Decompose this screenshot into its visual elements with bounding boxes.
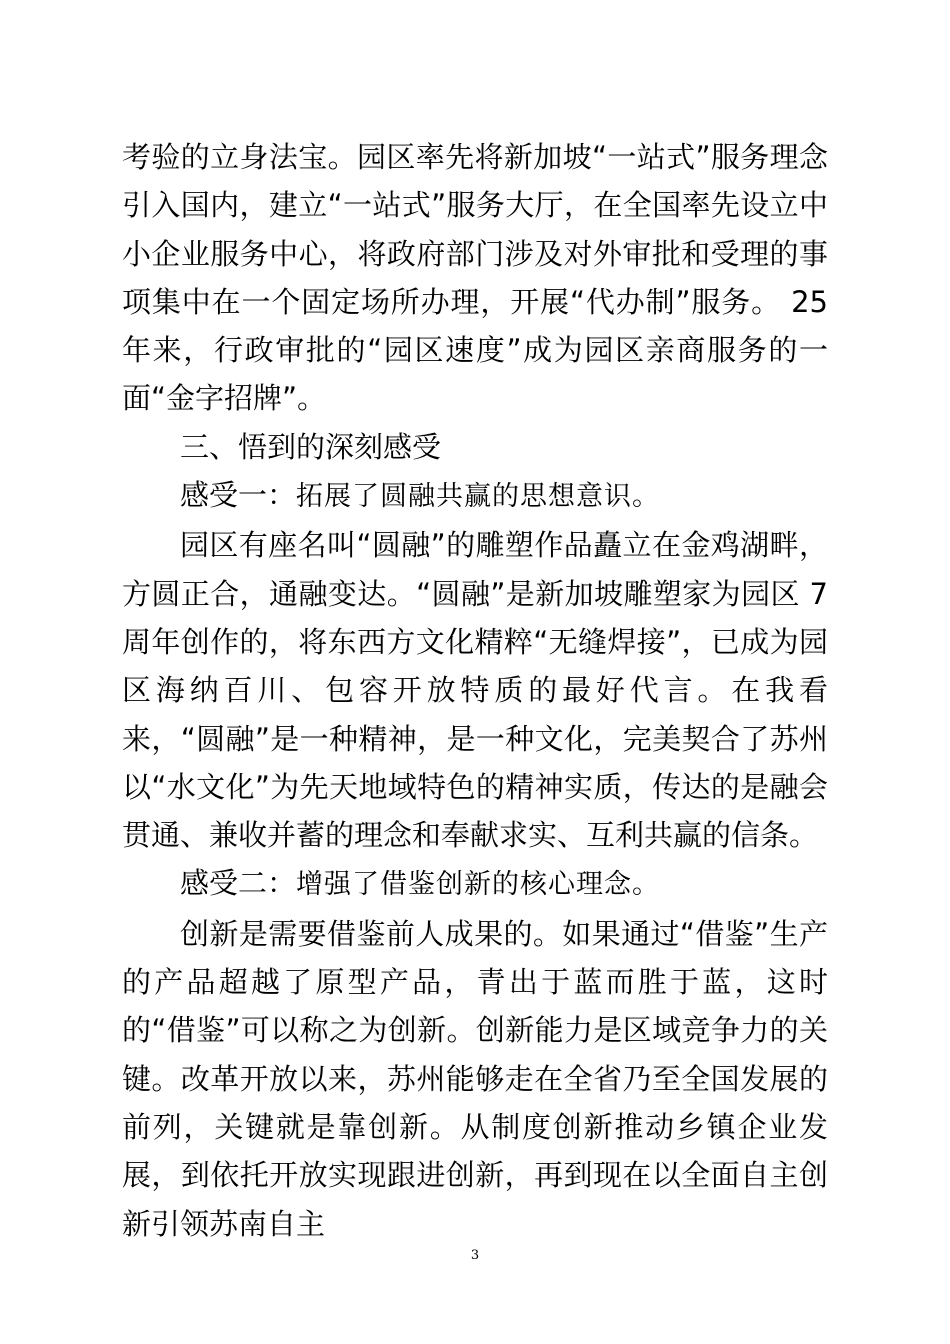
body-text xyxy=(122,133,828,1248)
section-heading: 三、悟到的深刻感受 xyxy=(180,429,442,464)
feeling-one-label: 感受一： xyxy=(180,478,297,513)
feeling-one-title: 拓展了圆融共赢的思想意识。 xyxy=(296,481,661,513)
paragraph-yuanrong: 园区有座名叫“圆融”的雕塑作品矗立在金鸡湖畔，方圆正合，通融变达。“圆融”是新加坡雕塑家为园区 7 周年创作的，将东西方文化精粹“无缝焊接”，已成为园区海纳百川、包容开放特质的最好代言。在我看来，“圆融”是一种精神，是一种文化，完美契合了苏州以“水文化”为先天地域特色的精神实质，传达的是融会贯通、兼收并蓄的理念和奉献求实、互利共赢的信条。 xyxy=(122,528,828,853)
feeling-two-label: 感受二： xyxy=(180,866,297,901)
feeling-two-title: 增强了借鉴创新的核心理念。 xyxy=(296,869,661,901)
paragraph-continuation: 考验的立身法宝。园区率先将新加坡“一站式”服务理念引入国内，建立“一站式”服务大厅，在全国率先设立中小企业服务中心，将政府部门涉及对外审批和受理的事项集中在一个固定场所办理，开展“代办制”服务。 25 年来，行政审批的“园区速度”成为园区亲商服务的一面“金字招牌”。 xyxy=(122,140,828,416)
feeling-two-heading xyxy=(122,859,828,909)
page-number: 3 xyxy=(470,1248,480,1263)
paragraph-innovation: 创新是需要借鉴前人成果的。如果通过“借鉴”生产的产品超越了原型产品，青出于蓝而胜于蓝，这时的“借鉴”可以称之为创新。创新能力是区域竞争力的关键。改革开放以来，苏州能够走在全省乃至全国发展的前列，关键就是靠创新。从制度创新推动乡镇企业发展，到依托开放实现跟进创新，再到现在以全面自主创新引领苏南自主 xyxy=(122,916,828,1241)
feeling-one-heading xyxy=(122,471,828,521)
